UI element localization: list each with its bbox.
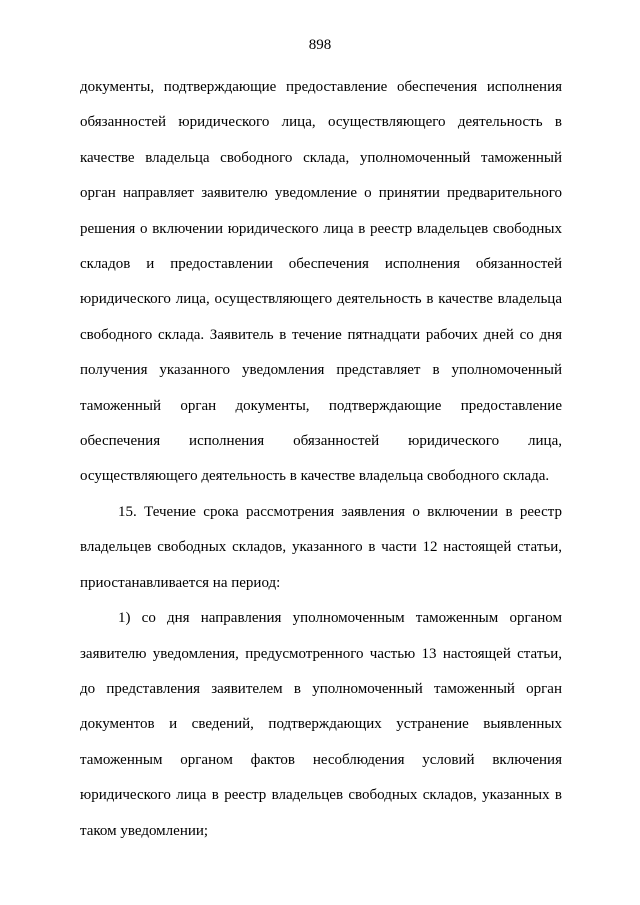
text-line: качестве владельца свободного склада, уполномоченный таможенный <box>80 149 562 166</box>
document-body <box>80 70 562 849</box>
text-line: решения о включении юридического лица в реестр владельцев свободных <box>80 220 562 237</box>
text-line: 15. Течение срока рассмотрения заявления о включении в реестр <box>118 503 562 520</box>
paragraph-item-15 <box>80 495 562 601</box>
page-number: 898 <box>308 37 332 53</box>
text-line: заявителю уведомления, предусмотренного частью 13 настоящей статьи, <box>80 645 562 662</box>
paragraph-continuation <box>80 70 562 495</box>
text-line: обязанностей юридического лица, осуществляющего деятельность в <box>80 114 562 131</box>
text-line: приостанавливается на период: <box>80 574 281 591</box>
text-line: 1) со дня направления уполномоченным таможенным органом <box>118 610 562 627</box>
text-line: юридического лица в реестр владельцев свободных складов, указанных в <box>80 787 562 804</box>
text-line: документы, подтверждающие предоставление обеспечения исполнения <box>80 79 562 95</box>
paragraph-subitem-1 <box>80 601 562 849</box>
text-line: обеспечения исполнения обязанностей юридического лица, <box>80 433 562 450</box>
text-line: получения указанного уведомления представляет в уполномоченный <box>80 362 562 379</box>
text-line: орган направляет заявителю уведомление о принятии предварительного <box>80 185 562 202</box>
text-line: осуществляющего деятельность в качестве владельца свободного склада. <box>80 468 550 485</box>
text-line: владельцев свободных складов, указанного в части 12 настоящей статьи, <box>80 539 562 556</box>
text-line: складов и предоставлении обеспечения исполнения обязанностей <box>80 256 562 273</box>
text-line: таком уведомлении; <box>80 822 209 839</box>
text-line: свободного склада. Заявитель в течение пятнадцати рабочих дней со дня <box>80 326 562 343</box>
text-line: документов и сведений, подтверждающих устранение выявленных <box>80 716 562 733</box>
text-line: таможенным органом фактов несоблюдения условий включения <box>80 751 562 768</box>
text-line: до представления заявителем в уполномоченный таможенный орган <box>80 680 562 697</box>
text-line: таможенный орган документы, подтверждающие предоставление <box>80 397 562 414</box>
text-line: юридического лица, осуществляющего деятельность в качестве владельца <box>80 291 562 308</box>
